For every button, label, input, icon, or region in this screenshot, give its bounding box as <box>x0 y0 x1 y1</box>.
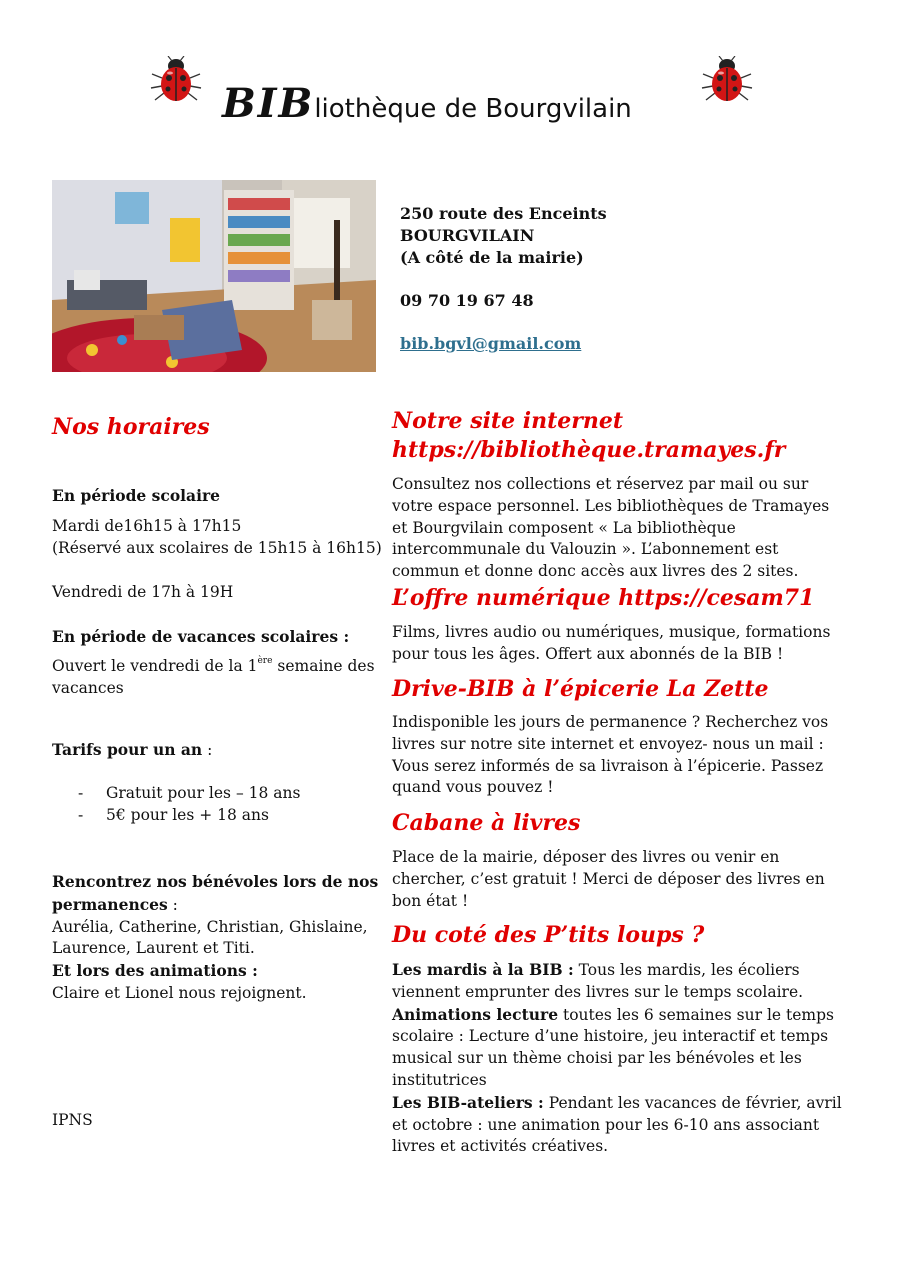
site-paragraph: Consultez nos collections et réservez par mail ou sur votre espace personnel. Les bibliothèques de Tramayes et Bourgvilain composent « La bibliothèque intercommunale du Valouzin ». L’abonnement est commun et donne donc accès aux livres des 2 sites. <box>392 475 830 581</box>
library-photo <box>52 180 376 372</box>
numerique-paragraph: Films, livres audio ou numériques, musique, formations pour tous les âges. Offert aux abonnés de la BIB ! <box>392 623 831 663</box>
vacances-text: Ouvert le vendredi de la 1ère semaine des vacances <box>52 656 375 697</box>
cabane-heading: Cabane à livres <box>392 810 581 836</box>
mardi-note: (Réservé aux scolaires de 15h15 à 16h15) <box>52 539 382 557</box>
vendredi-hours: Vendredi de 17h à 19H <box>52 583 234 601</box>
address-city: BOURGVILAIN <box>400 226 535 245</box>
site-heading: Notre site internet <box>392 408 624 434</box>
ladybug-icon <box>148 56 204 104</box>
loups-heading: Du coté des P’tits loups ? <box>392 922 705 948</box>
site-url[interactable]: https://bibliothèque.tramayes.fr <box>392 437 786 463</box>
title-rest: liothèque de Bourgvilain <box>314 94 632 124</box>
loups-paragraph: Les mardis à la BIB : Tous les mardis, les écoliers viennent emprunter des livres sur le temps scolaire. Animations lecture toutes les 6 semaines sur le temps scolaire : Lecture d’une histoire, jeu interactif et temps musical sur un thème choisi par les bénévoles et les institutrices Les BIB-ateliers : Pendant les vacances de février, avril et octobre : une animation pour les 6-10 ans associant livres et activités créatives. <box>392 960 842 1156</box>
email-link[interactable]: bib.bgvl@gmail.com <box>400 334 582 353</box>
ladybug-icon <box>699 56 755 104</box>
numerique-heading: L’offre numérique https://cesam71 <box>392 585 815 611</box>
cabane-paragraph: Place de la mairie, déposer des livres ou venir en chercher, c’est gratuit ! Merci de déposer des livres en bon état ! <box>392 848 825 910</box>
drive-paragraph: Indisponible les jours de permanence ? Recherchez vos livres sur notre site internet et envoyez- nous un mail : Vous serez informés de sa livraison à l’épicerie. Passez quand vous pouvez ! <box>392 713 829 797</box>
horaires-heading: Nos horaires <box>52 414 210 440</box>
address-note: (A côté de la mairie) <box>400 248 584 267</box>
drive-heading: Drive-BIB à l’épicerie La Zette <box>392 676 769 702</box>
list-item: - 5€ pour les + 18 ans <box>78 805 269 824</box>
phone-number: 09 70 19 67 48 <box>400 291 534 310</box>
mardi-hours: Mardi de16h15 à 17h15 <box>52 517 242 535</box>
tarifs-list <box>52 783 372 827</box>
title-bib: BIB <box>222 80 315 127</box>
tarifs-heading: Tarifs pour un an : <box>52 740 213 759</box>
ipns-label: IPNS <box>52 1111 93 1129</box>
list-item: - Gratuit pour les – 18 ans <box>78 784 301 802</box>
scolaire-heading: En période scolaire <box>52 486 221 505</box>
address-line: 250 route des Enceints <box>400 204 607 223</box>
vacances-heading: En période de vacances scolaires : <box>52 627 350 646</box>
contact-block <box>400 203 800 355</box>
benevoles-block: Rencontrez nos bénévoles lors de nos permanences : Aurélia, Catherine, Christian, Ghislaine, Laurence, Laurent et Titi. Et lors des animations : Claire et Lionel nous rejoignent. <box>52 872 379 1002</box>
page-title <box>222 80 702 127</box>
